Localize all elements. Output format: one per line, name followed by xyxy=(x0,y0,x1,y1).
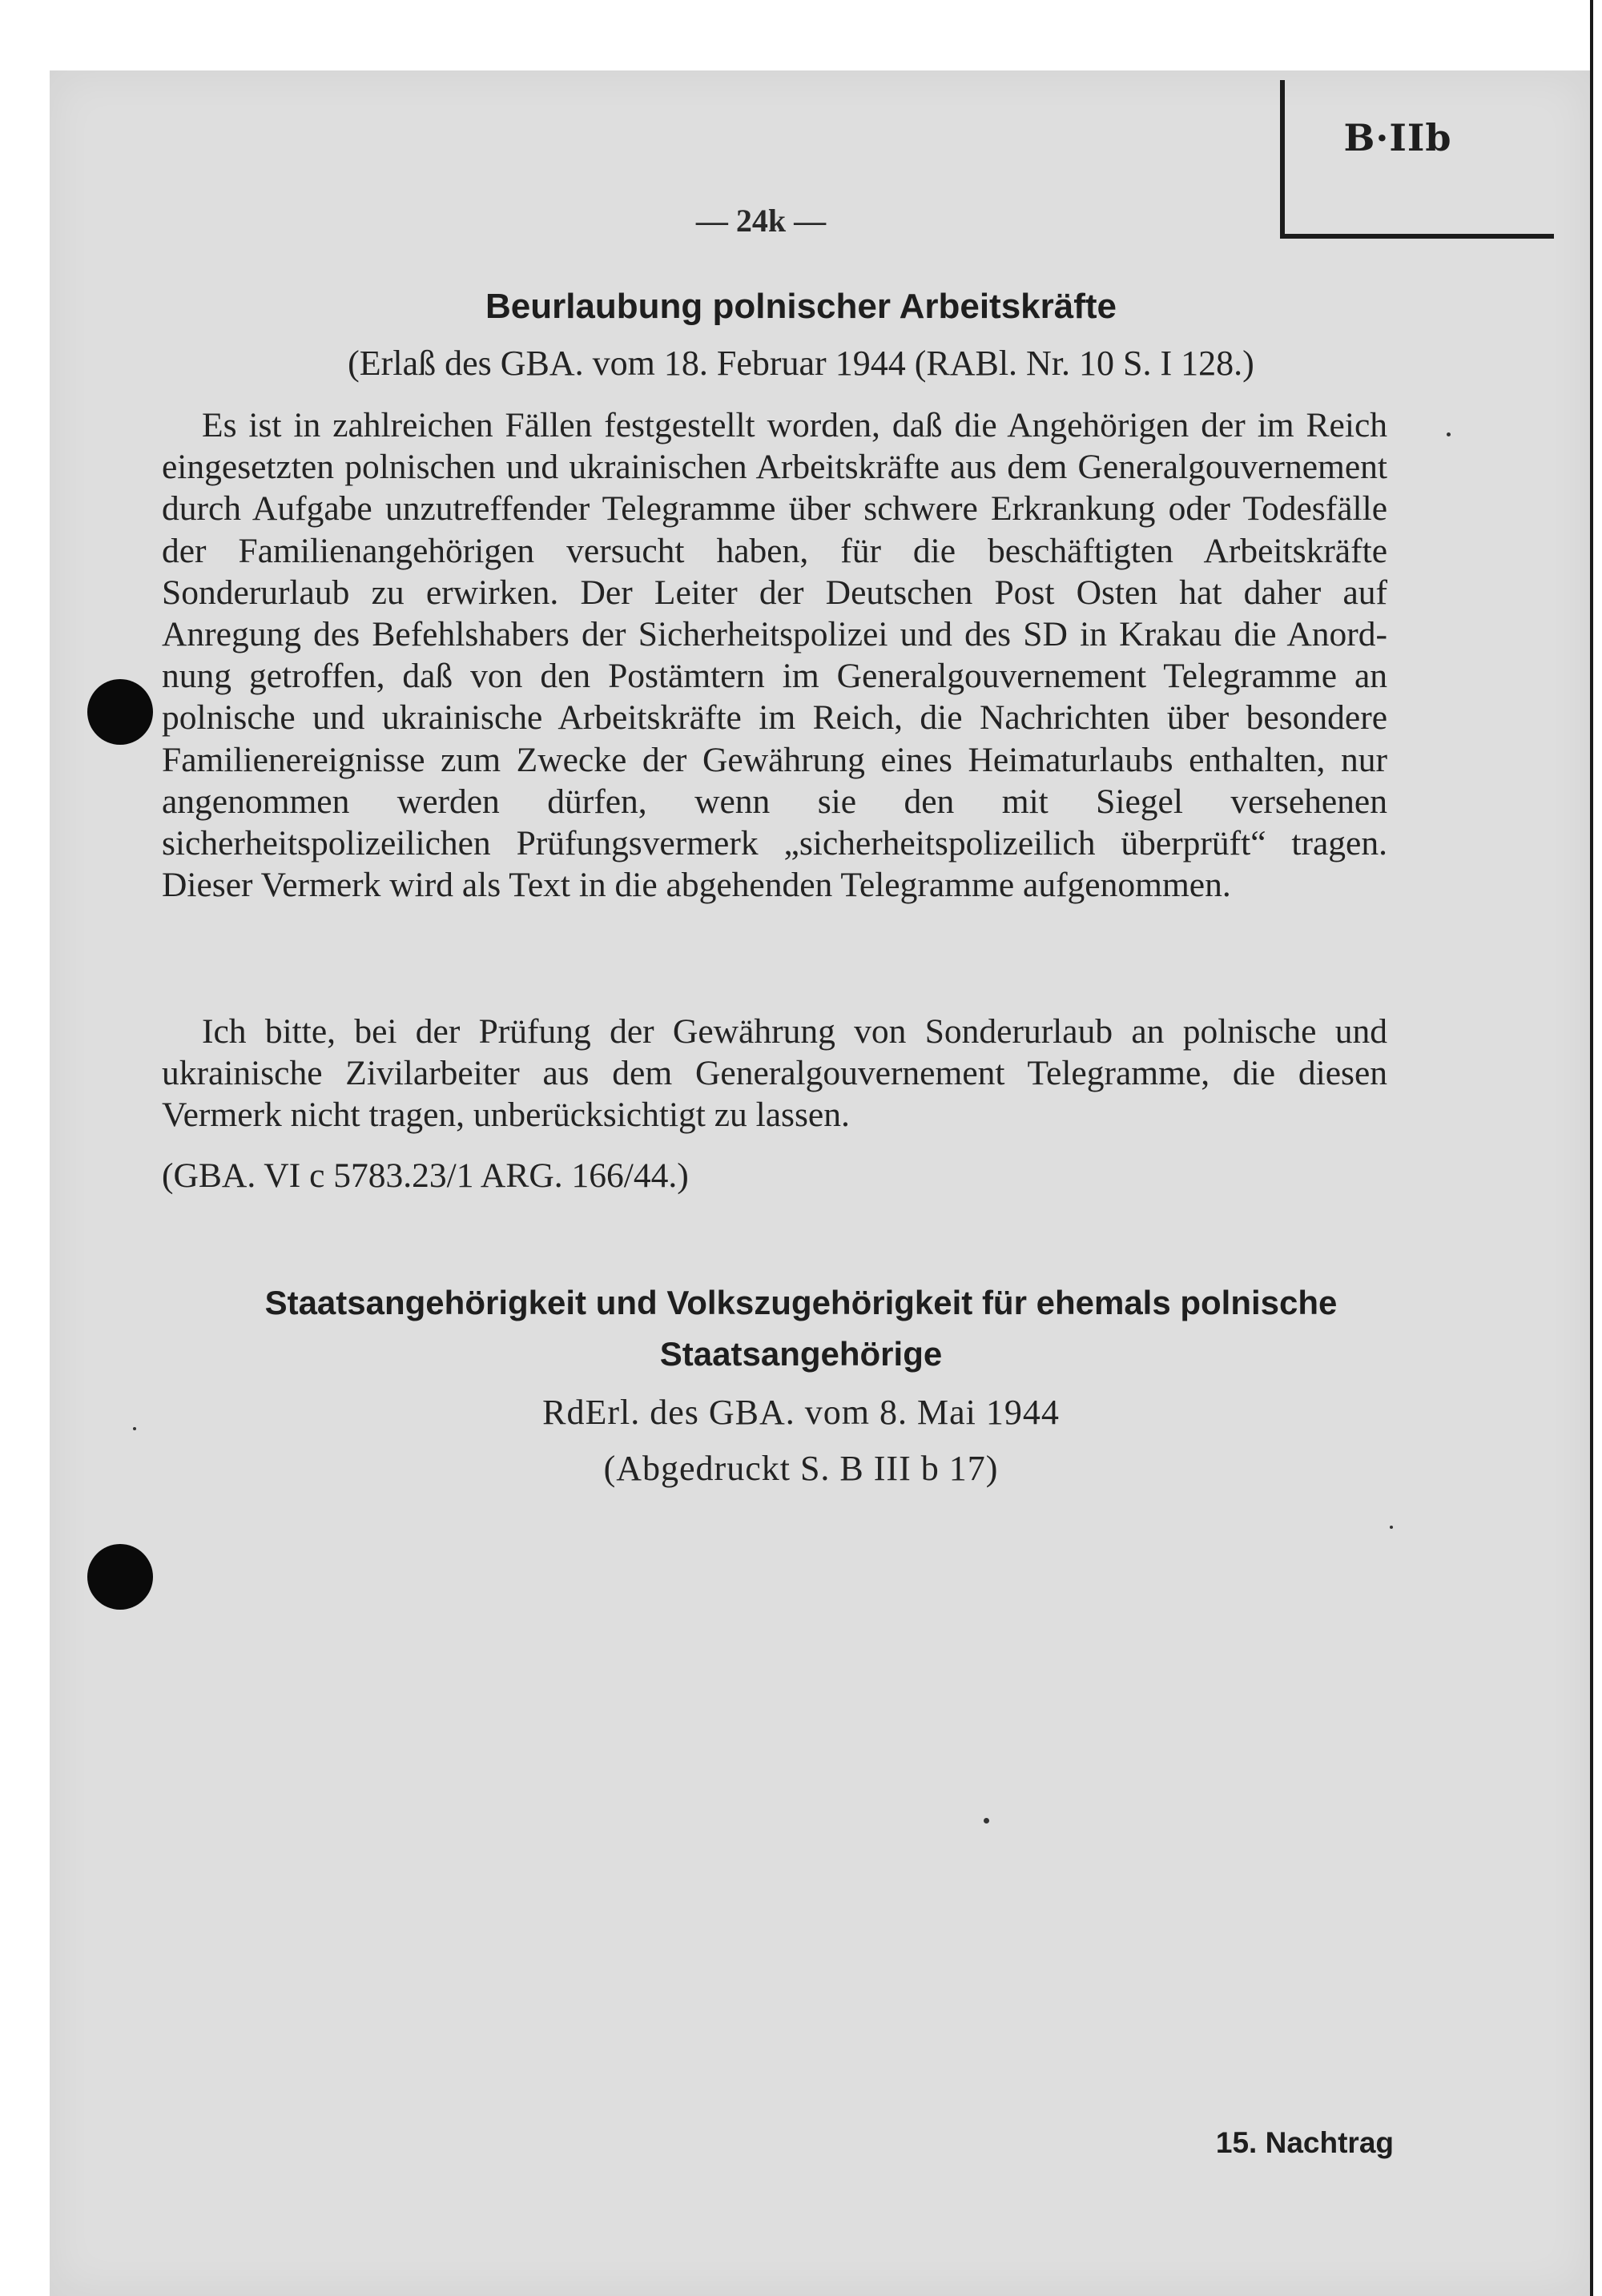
section1-reference: (Erlaß des GBA. vom 18. Februar 1944 (RABl. Nr. 10 S. I 128.) xyxy=(348,344,1254,383)
scan-speck xyxy=(1447,432,1451,436)
section2-reference: RdErl. des GBA. vom 8. Mai 1944 xyxy=(542,1393,1060,1432)
section-label-box xyxy=(1280,80,1554,239)
section1-paragraph-1: Es ist in zahlreichen Fällen festgestellt worden, daß die Angehörigen der im Reich eingesetzten polnischen und ukrainischen Arbeitskräfte aus dem Generalgouvernement durch Aufgabe unzutreffender Telegramme über schwere Erkrankung oder Todesfälle der Familienangehörigen versucht haben, für die beschäftigten Arbeitskräfte Sonderurlaub zu erwirken. Der Leiter der Deutschen Post Osten hat daher auf Anregung des Befehlshabers der Sicherheitspolizei und des SD in Krakau die Anordnung getroffen, daß von den Postämtern im Generalgouvernement Telegramme an polnische und ukrainische Arbeitskräfte im Reich, die Nachrichten über besondere Familienereignisse zum Zwecke der Gewährung eines Heimaturlaubs enthalten, nur angenommen werden dürfen, wenn sie den mit Siegel versehenen sicherheitspolizeilichen Prüfungsvermerk „sicherheitspolizeilich überprüft“ tragen. Dieser Vermerk wird als Text in die abgehenden Telegramme aufgenommen. xyxy=(162,406,1387,905)
section2-printed-note: (Abgedruckt S. B III b 17) xyxy=(603,1449,999,1488)
footer-supplement: 15. Nachtrag xyxy=(1215,2126,1394,2159)
page-edge-line xyxy=(1590,0,1593,2296)
page-number: — 24k — xyxy=(695,203,827,239)
scan-speck xyxy=(1390,1526,1393,1529)
section1-title: Beurlaubung polnischer Arbeitskräfte xyxy=(485,287,1117,326)
section2-title: Staatsangehörigkeit und Volkszugehörigkeit für ehemals polnische Staatsangehörige xyxy=(264,1284,1338,1373)
scan-speck xyxy=(133,1427,136,1430)
punch-hole-icon xyxy=(87,679,153,745)
section1-file-reference: (GBA. VI c 5783.23/1 ARG. 166/44.) xyxy=(162,1156,689,1195)
scan-speck xyxy=(984,1818,989,1824)
section-label: B·IIb xyxy=(1343,116,1452,159)
section1-paragraph-2: Ich bitte, bei der Prüfung der Gewährung von Sonderurlaub an polnische und ukrainische Zivilarbeiter aus dem Generalgouvernement Telegramme, die diesen Vermerk nicht tragen, unberücksichtigt zu lassen. xyxy=(162,1012,1387,1135)
punch-hole-icon xyxy=(87,1544,153,1610)
